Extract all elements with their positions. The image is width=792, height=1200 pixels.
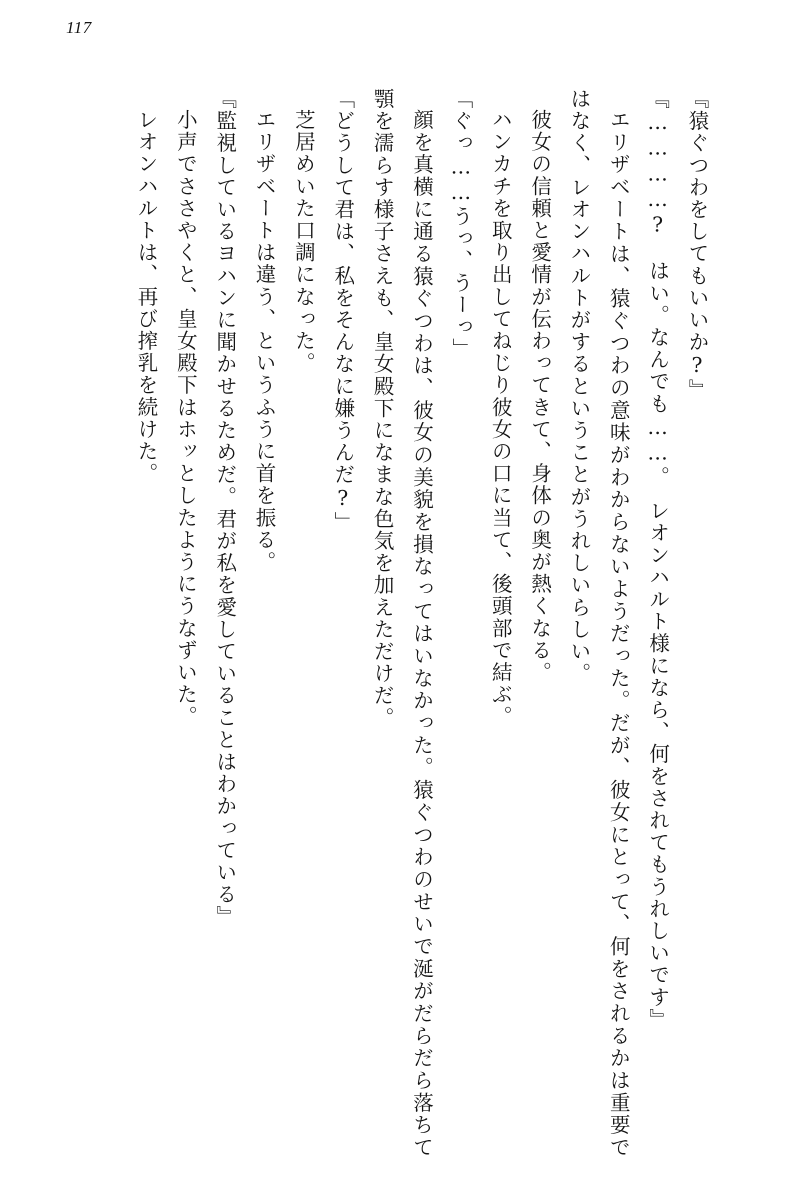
page-body-text <box>48 88 716 1158</box>
paragraph: エリザベートは違う、というふうに首を振る。 <box>252 108 277 573</box>
paragraph: 芝居めいた口調になった。 <box>291 108 316 374</box>
paragraph: 『…………? はい。なんでも……。 レオンハルト様になら、何をされてもうれしいです』 <box>645 88 670 1031</box>
paragraph: エリザベートは、猿ぐつわの意味がわからないようだった。だが、彼女にとって、何をされるかは重要ではなく、レオンハルトがするということがうれしいらしい。 <box>566 88 631 1158</box>
paragraph: 『監視しているヨハンに聞かせるためだ。君が私を愛していることはわかっている』 <box>212 88 237 928</box>
paragraph: 「ぐっ……うっ、うーっ」 <box>448 88 473 361</box>
paragraph: 「どうして君は、私をそんなに嫌うんだ?」 <box>330 88 355 534</box>
paragraph: 『猿ぐつわをしてもいいか?』 <box>685 88 709 401</box>
paragraph: 顔を真横に通る猿ぐつわは、彼女の美貌を損なってはいなかった。猿ぐつわのせいで涎がだらだら落ちて顎を濡らす様子さえも、皇女殿下になまな色気を加えただけだ。 <box>370 88 434 1158</box>
paragraph: 彼女の信頼と愛情が伝わってきて、身体の奥が熱くなる。 <box>527 108 552 684</box>
paragraph: 小声でささやくと、皇女殿下はホッとしたようにうなずいた。 <box>173 108 198 728</box>
page-number: 117 <box>66 18 92 37</box>
paragraph: ハンカチを取り出してねじり彼女の口に当て、後頭部で結ぶ。 <box>488 108 513 728</box>
paragraph: レオンハルトは、再び搾乳を続けた。 <box>133 108 158 485</box>
